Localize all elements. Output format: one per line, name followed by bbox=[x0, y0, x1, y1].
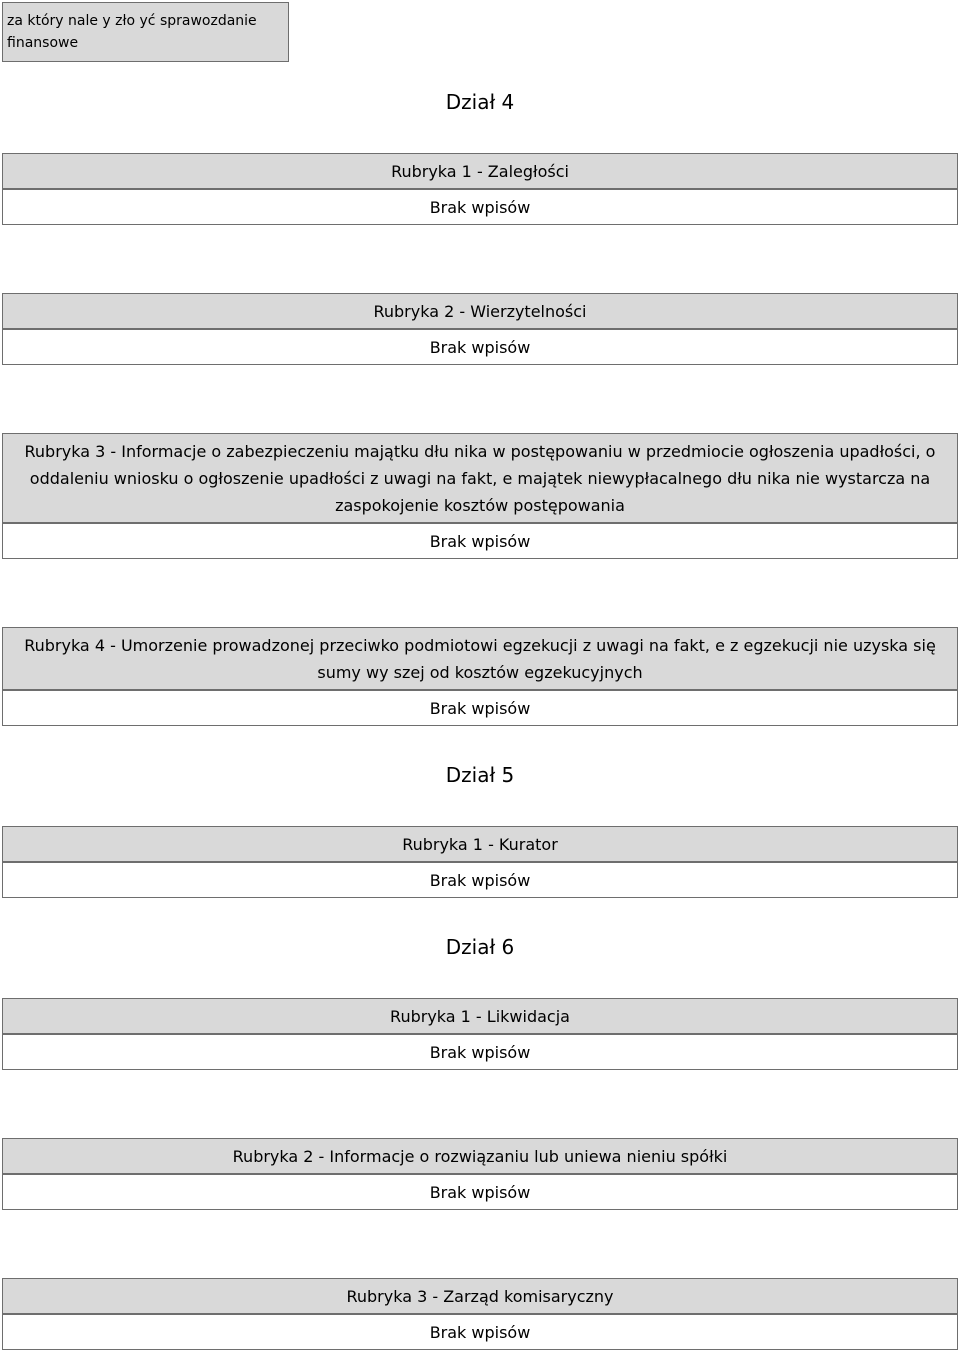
rubric-header-wierzytelnosci: Rubryka 2 - Wierzytelności bbox=[2, 293, 958, 329]
rubric-entry-zabezpieczenie-majatku: Brak wpisów bbox=[2, 523, 958, 559]
rubric-header-zarzad-komisaryczny: Rubryka 3 - Zarząd komisaryczny bbox=[2, 1278, 958, 1314]
section-title-dzial-5: Dział 5 bbox=[445, 763, 515, 787]
rubric-entry-wierzytelnosci: Brak wpisów bbox=[2, 329, 958, 365]
rubric-header-line: Rubryka 4 - Umorzenie prowadzonej przeciwko podmiotowi egzekucji z uwagi na fakt, e z egzekucji nie uzyska się bbox=[24, 635, 936, 655]
rubric-header-likwidacja: Rubryka 1 - Likwidacja bbox=[2, 998, 958, 1034]
rubric-header-rozwiazanie-spolki: Rubryka 2 - Informacje o rozwiązaniu lub uniewa nieniu spółki bbox=[2, 1138, 958, 1174]
rubric-entry-zarzad-komisaryczny: Brak wpisów bbox=[2, 1314, 958, 1350]
rubric-header-zaleglosci: Rubryka 1 - Zaległości bbox=[2, 153, 958, 189]
rubric-header-zabezpieczenie-majatku bbox=[2, 433, 958, 523]
rubric-entry-likwidacja: Brak wpisów bbox=[2, 1034, 958, 1070]
rubric-entry-umorzenie-egzekucji: Brak wpisów bbox=[2, 690, 958, 726]
rubric-header-line: Rubryka 3 - Informacje o zabezpieczeniu majątku dłu nika w postępowaniu w przedmiocie ogłoszenia upadłości, o bbox=[24, 441, 936, 461]
rubric-header-line: oddaleniu wniosku o ogłoszenie upadłości z uwagi na fakt, e majątek niewypłacalnego dłu nika nie wystarcza na bbox=[29, 468, 931, 488]
rubric-header-kurator: Rubryka 1 - Kurator bbox=[2, 826, 958, 862]
rubric-header-umorzenie-egzekucji bbox=[2, 627, 958, 690]
financial-statement-note: za który nale y zło yć sprawozdanie finansowe bbox=[2, 2, 289, 62]
section-title-dzial-6: Dział 6 bbox=[445, 935, 515, 959]
rubric-entry-kurator: Brak wpisów bbox=[2, 862, 958, 898]
rubric-entry-rozwiazanie-spolki: Brak wpisów bbox=[2, 1174, 958, 1210]
rubric-header-line: zaspokojenie kosztów postępowania bbox=[335, 495, 625, 515]
section-title-dzial-4: Dział 4 bbox=[445, 90, 515, 114]
rubric-entry-zaleglosci: Brak wpisów bbox=[2, 189, 958, 225]
rubric-header-line: sumy wy szej od kosztów egzekucyjnych bbox=[317, 662, 643, 682]
